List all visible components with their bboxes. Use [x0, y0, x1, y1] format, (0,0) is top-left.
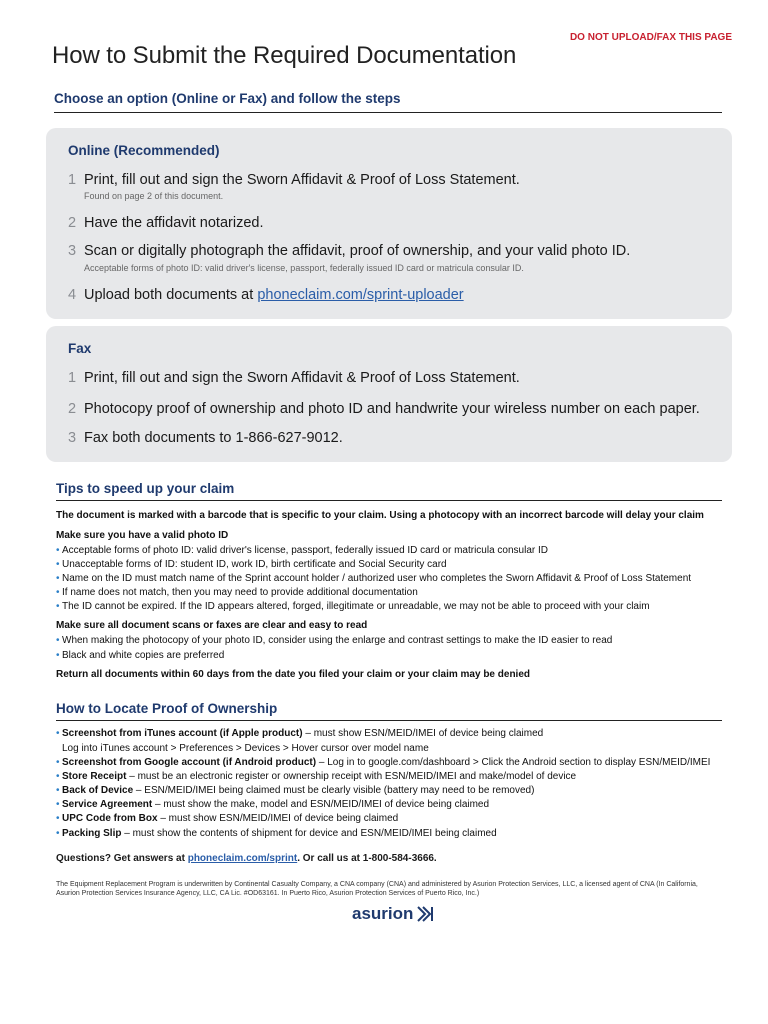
fax-step-2: [68, 401, 700, 417]
bullet-icon: •: [56, 573, 60, 584]
support-link[interactable]: phoneclaim.com/sprint: [187, 853, 298, 864]
bullet-icon: •: [56, 559, 60, 570]
step-number: 3: [68, 430, 77, 446]
online-panel: [46, 128, 732, 319]
list-item: • Screenshot from Google account (if Android product) – Log in to google.com/dashboard > Click the Android section to display ESN/MEID/IMEI: [56, 757, 711, 768]
bullet-icon: •: [56, 728, 60, 739]
divider: [56, 500, 722, 501]
questions-line: Questions? Get answers at phoneclaim.com/sprint. Or call us at 1-800-584-3666.: [56, 853, 437, 864]
list-item: • Packing Slip – must show the contents of shipment for device and ESN/MEID/IMEI being claimed: [56, 828, 497, 839]
step-number: 1: [68, 172, 77, 188]
step-text: Photocopy proof of ownership and photo ID and handwrite your wireless number on each paper.: [84, 401, 700, 417]
bullet-icon: •: [56, 650, 60, 661]
bullet-icon: •: [56, 828, 60, 839]
step-text: Have the affidavit notarized.: [84, 215, 264, 231]
return-deadline-notice: Return all documents within 60 days from the date you filed your claim or your claim may be denied: [56, 669, 530, 680]
asurion-mark-icon: [416, 906, 434, 922]
fax-step-3: [68, 430, 343, 446]
step-number: 2: [68, 215, 77, 231]
bullet-icon: •: [56, 771, 60, 782]
step-number: 1: [68, 370, 77, 386]
scan-heading: Make sure all document scans or faxes are clear and easy to read: [56, 620, 368, 631]
list-item: • Store Receipt – must be an electronic register or ownership receipt with ESN/MEID/IMEI and make/model of device: [56, 771, 577, 782]
list-item: • The ID cannot be expired. If the ID appears altered, forged, illegitimate or unreadable, we may not be able to proceed with your claim: [56, 601, 650, 612]
bullet-icon: •: [56, 813, 60, 824]
step-text: Scan or digitally photograph the affidavit, proof of ownership, and your valid photo ID.: [84, 243, 631, 259]
online-step-3: [68, 243, 630, 259]
list-item: • Name on the ID must match name of the Sprint account holder / authorized user who completes the Sworn Affidavit & Proof of Loss Statement: [56, 573, 692, 584]
itunes-path: Log into iTunes account > Preferences > Devices > Hover cursor over model name: [62, 743, 429, 754]
divider: [54, 112, 722, 113]
bullet-icon: •: [56, 545, 60, 556]
online-step-3-note: Acceptable forms of photo ID: valid driver's license, passport, federally issued ID card or matricula consular ID.: [84, 263, 524, 273]
fax-panel-title: Fax: [68, 341, 92, 356]
step-text: Fax both documents to 1-866-627-9012.: [84, 430, 343, 446]
step-number: 2: [68, 401, 77, 417]
uploader-link[interactable]: phoneclaim.com/sprint-uploader: [257, 287, 464, 303]
asurion-logo: asurion: [352, 904, 434, 924]
bullet-icon: •: [56, 635, 60, 646]
step-number: 4: [68, 287, 77, 303]
online-step-1-note: Found on page 2 of this document.: [84, 191, 224, 201]
bullet-icon: •: [56, 587, 60, 598]
list-item: • Unacceptable forms of ID: student ID, work ID, birth certificate and Social Security card: [56, 559, 447, 570]
list-item: • When making the photocopy of your photo ID, consider using the enlarge and contrast settings to make the ID easier to read: [56, 635, 613, 646]
barcode-notice: The document is marked with a barcode that is specific to your claim. Using a photocopy with an incorrect barcode will delay your claim: [56, 510, 704, 521]
list-item: • If name does not match, then you may need to provide additional documentation: [56, 587, 418, 598]
tips-title: Tips to speed up your claim: [56, 481, 235, 496]
bullet-icon: •: [56, 785, 60, 796]
online-panel-title: Online (Recommended): [68, 143, 220, 158]
divider: [56, 720, 722, 721]
online-step-1: [68, 172, 520, 188]
proof-title: How to Locate Proof of Ownership: [56, 701, 278, 716]
bullet-icon: •: [56, 601, 60, 612]
page-title: How to Submit the Required Documentation: [52, 42, 517, 69]
options-subheading: Choose an option (Online or Fax) and follow the steps: [54, 91, 401, 106]
list-item: • Back of Device – ESN/MEID/IMEI being claimed must be clearly visible (battery may need to be removed): [56, 785, 535, 796]
bullet-icon: •: [56, 799, 60, 810]
online-step-4: [68, 287, 464, 303]
step-number: 3: [68, 243, 77, 259]
legal-fine-print: The Equipment Replacement Program is underwritten by Continental Casualty Company, a CNA company (CNA) and administered by Asurion Protection Services, LLC, a licensed agent of CNA (In California, Asurion Protection Services Insurance Agency, LLC, CA Lic. #OD63161. In Puerto Rico, Asurion Protection Services of Puerto Rico, Inc.): [56, 881, 698, 897]
online-step-2: [68, 215, 263, 231]
step-text: Upload both documents at: [84, 287, 258, 303]
bullet-icon: •: [56, 757, 60, 768]
do-not-upload-warning: DO NOT UPLOAD/FAX THIS PAGE: [569, 32, 732, 43]
list-item: • UPC Code from Box – must show ESN/MEID/IMEI of device being claimed: [56, 813, 399, 824]
list-item: • Screenshot from iTunes account (if Apple product) – must show ESN/MEID/IMEI of device being claimed: [56, 728, 544, 739]
fax-panel: [46, 326, 732, 462]
photo-id-heading: Make sure you have a valid photo ID: [56, 530, 229, 541]
step-text: Print, fill out and sign the Sworn Affidavit & Proof of Loss Statement.: [84, 172, 520, 188]
step-text: Print, fill out and sign the Sworn Affidavit & Proof of Loss Statement.: [84, 370, 520, 386]
list-item: • Service Agreement – must show the make, model and ESN/MEID/IMEI of device being claimed: [56, 799, 490, 810]
fax-step-1: [68, 370, 520, 386]
list-item: • Black and white copies are preferred: [56, 650, 225, 661]
list-item: • Acceptable forms of photo ID: valid driver's license, passport, federally issued ID card or matricula consular ID: [56, 545, 549, 556]
